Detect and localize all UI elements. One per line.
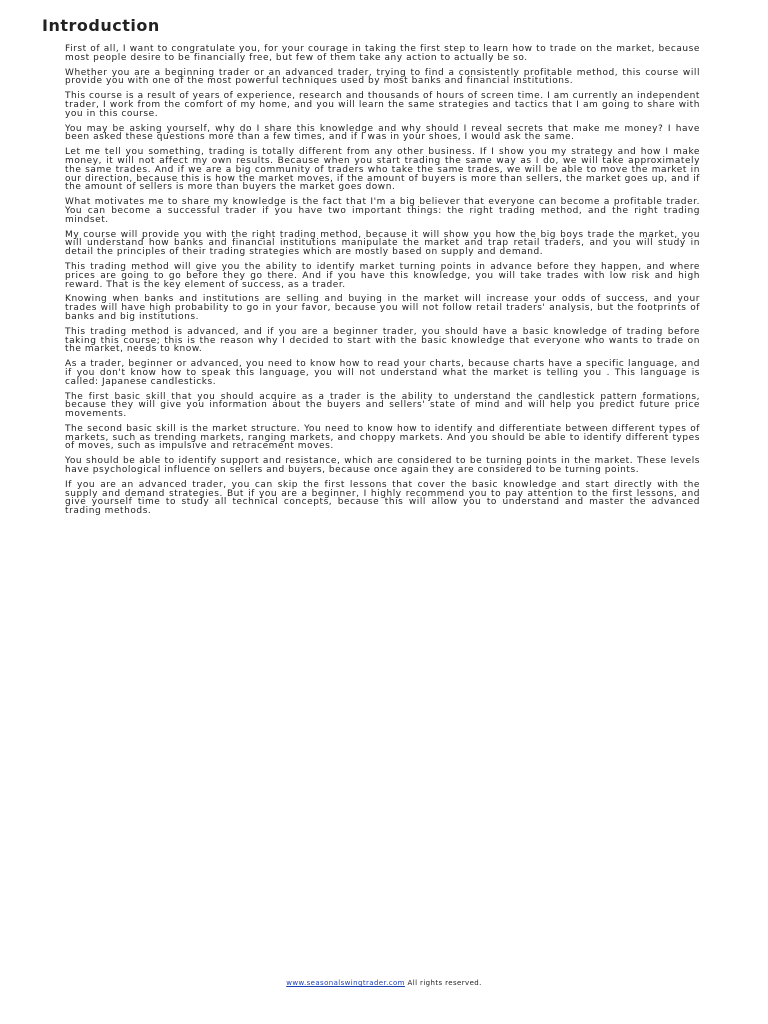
body-text xyxy=(65,45,700,522)
paragraph: The second basic skill is the market structure. You need to know how to identify and differentiate between different types of markets, such as trending markets, ranging markets, and choppy markets. And you should be able to identify different types of moves, such as impulsive and retracement moves. xyxy=(65,423,700,452)
paragraph: Knowing when banks and institutions are selling and buying in the market will increase your odds of success, and your trades will have high probability to go in your favor, because you will not follow retail traders' analysis, but the footprints of banks and big institutions. xyxy=(65,294,700,322)
paragraph: The first basic skill that you should acquire as a trader is the ability to understand the candlestick pattern formations, because they will give you information about the buyers and sellers' state of mind and will help you predict future price movements. xyxy=(65,391,700,420)
paragraph: You should be able to identify support and resistance, which are considered to be turning points in the market. These levels have psychological influence on sellers and buyers, because once again they are considered to be turning points. xyxy=(65,456,700,476)
paragraph: This course is a result of years of experience, research and thousands of hours of screen time. I am currently an independent trader, I work from the comfort of my home, and you will learn the same strategies and tactics that I am going to share with you in this course. xyxy=(65,91,700,119)
paragraph: This trading method will give you the ability to identify market turning points in advance before they happen, and where prices are going to go before they go there. And if you have this knowledge, you will take trades with low risk and high reward. That is the key element of success, as a trader. xyxy=(65,261,700,290)
paragraph: My course will provide you with the right trading method, because it will show you how the big boys trade the market, you will understand how banks and financial institutions manipulate the market and trap retail traders, and you will study in detail the principles of their trading strategies which are mostly based on supply and demand. xyxy=(65,229,700,258)
paragraph: You may be asking yourself, why do I share this knowledge and why should I reveal secrets that make me money? I have been asked these questions more than a few times, and if I was in your shoes, I would ask the same. xyxy=(65,123,700,143)
paragraph: Let me tell you something, trading is totally different from any other business. If I show you my strategy and how I make money, it will not affect my own results. Because when you start trading the same way as I do, we will take approximately the same trades. And if we are a big community of traders who take the same trades, we will be able to move the market in our direction, because this is how the market moves, if the amount of buyers is more than sellers, the market goes up, and if the amount of sellers is more than buyers the market goes down. xyxy=(65,147,700,193)
page-footer xyxy=(0,979,768,987)
paragraph: If you are an advanced trader, you can skip the first lessons that cover the basic knowledge and start directly with the supply and demand strategies. But if you are a beginner, I highly recommend you to pay attention to the first lessons, and give yourself time to study all technical concepts, because this will allow you to understand and master the advanced trading methods. xyxy=(65,479,700,517)
paragraph: Whether you are a beginning trader or an advanced trader, trying to find a consistently profitable method, this course will provide you with one of the most powerful techniques used by most banks and financial institutions. xyxy=(65,67,700,87)
paragraph: What motivates me to share my knowledge is the fact that I'm a big believer that everyone can become a profitable trader. You can become a successful trader if you have two important things: the right trading method, and the right trading mindset. xyxy=(65,197,700,225)
website-link[interactable]: www.seasonalswingtrader.com xyxy=(286,979,405,987)
rights-text: All rights reserved. xyxy=(407,979,482,987)
paragraph: First of all, I want to congratulate you, for your courage in taking the first step to learn how to trade on the market, because most people desire to be financially free, but few of them take any action to actually be so. xyxy=(65,44,700,63)
paragraph: As a trader, beginner or advanced, you need to know how to read your charts, because charts have a specific language, and if you don't know how to speak this language, you will not understand what the market is telling you . This language is called: Japanese candlesticks. xyxy=(65,359,700,387)
paragraph: This trading method is advanced, and if you are a beginner trader, you should have a basic knowledge of trading before taking this course; this is the reason why I decided to start with the basic knowledge that everyone who wants to trade on the market, needs to know. xyxy=(65,326,700,355)
page-title: Introduction xyxy=(42,16,160,35)
